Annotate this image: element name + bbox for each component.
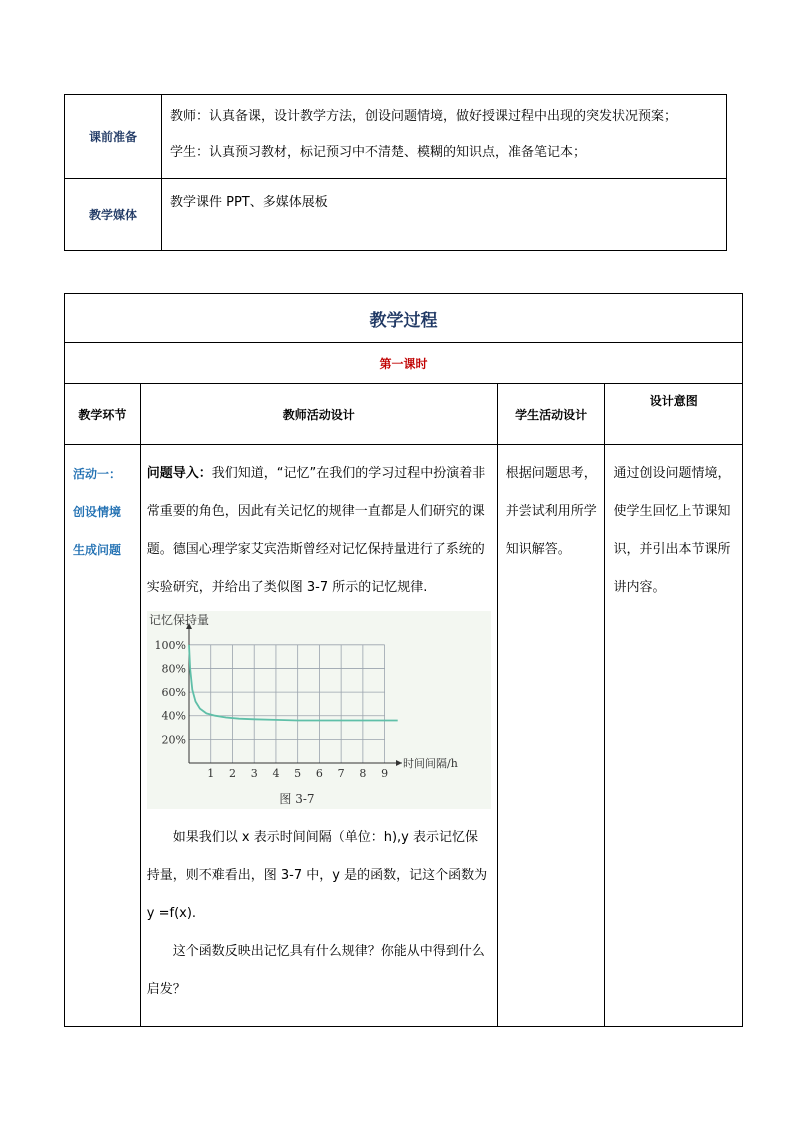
y-tick-label: 100% xyxy=(154,638,186,652)
header-stage: 教学环节 xyxy=(65,384,141,445)
chart-caption: 图 3-7 xyxy=(279,792,315,806)
y-axis-label: 记忆保持量 xyxy=(148,613,209,627)
process-title: 教学过程 xyxy=(65,294,743,343)
intro-paragraph xyxy=(147,455,491,607)
media-content xyxy=(162,179,727,251)
media-label: 教学媒体 xyxy=(65,179,162,251)
x-tick-label: 4 xyxy=(272,767,280,780)
media-line: 教学课件 PPT、多媒体展板 xyxy=(170,195,328,210)
x-tick-label: 8 xyxy=(359,767,367,780)
design-intent: 通过创设问题情境，使学生回忆上节课知识，并引出本节课所讲内容。 xyxy=(605,445,743,1027)
x-tick-label: 2 xyxy=(228,767,236,780)
process-table xyxy=(64,293,743,1027)
x-axis-arrow xyxy=(396,760,402,766)
y-tick-label: 60% xyxy=(161,686,186,700)
student-activity: 根据问题思考，并尝试利用所学知识解答。 xyxy=(497,445,605,1027)
x-tick-label: 9 xyxy=(380,767,388,780)
teacher-activity xyxy=(140,445,497,1027)
prep-student-line: 学生：认真预习教材，标记预习中不清楚、模糊的知识点，准备笔记本； xyxy=(170,145,587,160)
x-tick-label: 6 xyxy=(315,767,323,780)
y-tick-label: 20% xyxy=(161,733,186,747)
x-tick-label: 5 xyxy=(293,767,301,780)
header-intent: 设计意图 xyxy=(605,384,743,445)
series-line xyxy=(189,645,398,721)
memory-chart xyxy=(147,611,491,809)
header-student: 学生活动设计 xyxy=(497,384,605,445)
x-tick-label: 1 xyxy=(207,767,215,780)
prep-teacher-line: 教师：认真备课，设计教学方法，创设问题情境，做好授课过程中出现的突发状况预案； xyxy=(170,109,678,124)
paragraph-3: 这个函数反映出记忆具有什么规律？你能从中得到什么启发？ xyxy=(146,944,485,997)
memory-chart-svg xyxy=(147,611,491,809)
prep-table xyxy=(64,94,727,251)
y-tick-label: 40% xyxy=(161,709,186,723)
activity-label-line3: 生成问题 xyxy=(73,543,122,557)
lesson-subtitle: 第一课时 xyxy=(65,343,743,384)
intro-text: 我们知道，“记忆”在我们的学习过程中扮演着非常重要的角色，因此有关记忆的规律一直都是人们研究的课题。德国心理学家艾宾浩斯曾经对记忆保持量进行了系统的实验研究，并给出了类似图 3-7 所示的记忆规律. xyxy=(146,466,486,595)
x-tick-label: 7 xyxy=(337,767,345,780)
x-axis-label: 时间间隔/h xyxy=(402,757,458,770)
activity-label-line2: 创设情境 xyxy=(73,505,122,519)
y-tick-label: 80% xyxy=(161,662,186,676)
x-tick-label: 3 xyxy=(250,767,258,780)
prep-content xyxy=(162,95,727,179)
prep-label: 课前准备 xyxy=(65,95,162,179)
header-teacher: 教师活动设计 xyxy=(140,384,497,445)
intro-bold: 问题导入： xyxy=(146,466,212,481)
activity-label xyxy=(65,445,141,1027)
paragraph-2: 如果我们以 x 表示时间间隔（单位：h),y 表示记忆保持量，则不难看出，图 3-7 中，y 是的函数，记这个函数为 y =f(x). xyxy=(146,830,488,921)
activity-label-line1: 活动一： xyxy=(73,467,122,481)
